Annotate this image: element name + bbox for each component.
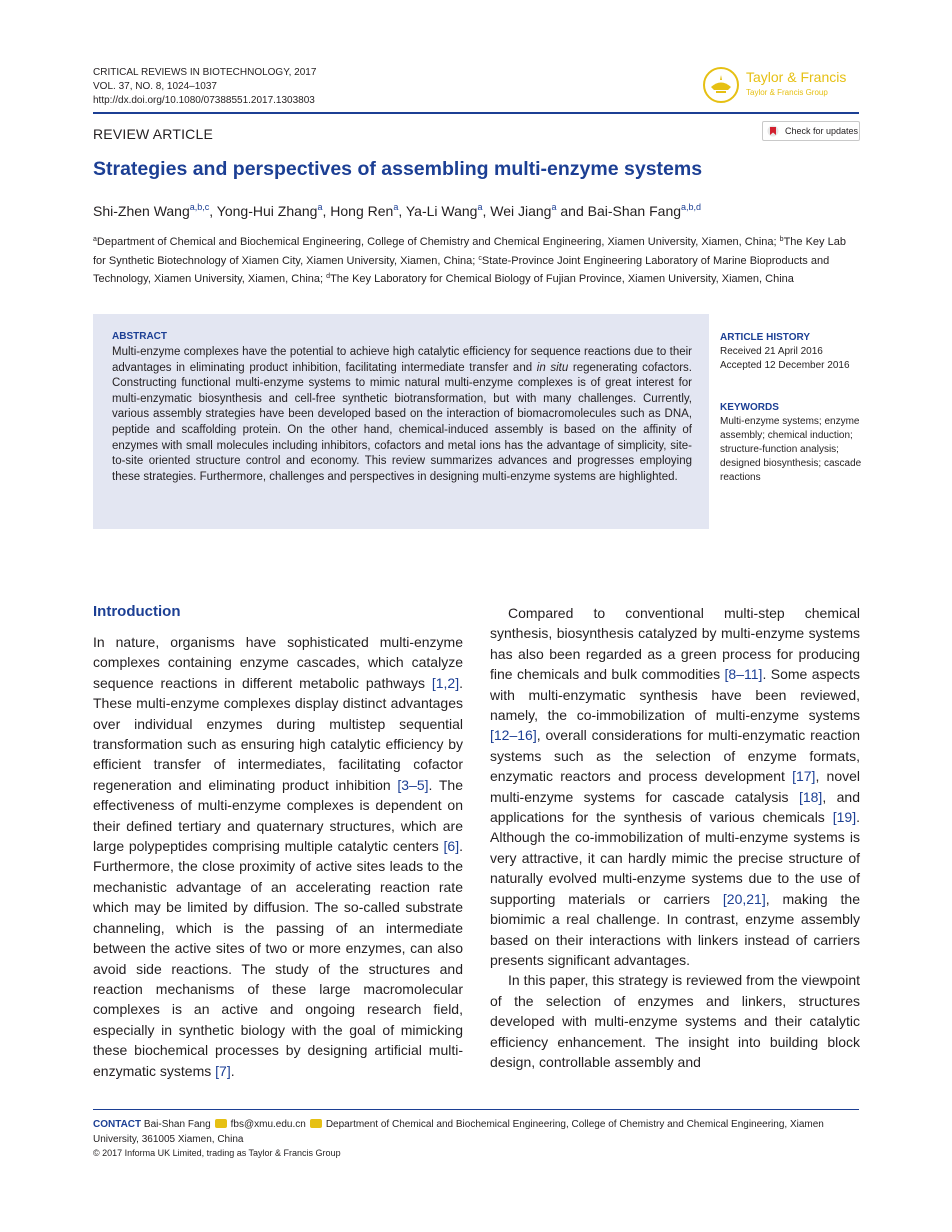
check-updates-button[interactable] xyxy=(762,121,860,141)
paragraph xyxy=(490,970,860,1072)
affil-sup: c xyxy=(478,254,482,262)
author-affil-sup: a,b,c xyxy=(189,202,210,212)
paragraph xyxy=(93,632,463,1081)
check-updates-label: Check for updates xyxy=(785,126,859,136)
paragraph-text: . Furthermore, the close proximity of active sites leads to the mechanistic advantage of an accelerating reaction rate which may be limited by diffusion. The so-called substrate channeling, which is the passing of an intermediate between the active sites of two or more enzymes, can also avoid side reactions. The study of the structures and reaction mechanisms of these large macromolecular complexes is an active and ongoing research field, especially in synthetic biology with the goal of mimicking these biochemical processes by designing artificial multi-enzymatic systems xyxy=(93,838,463,1079)
header-rule xyxy=(93,112,859,114)
abstract-heading: ABSTRACT xyxy=(112,331,167,342)
paragraph-text: Compared to conventional multi-step chemical synthesis, biosynthesis catalyzed by multi-enzyme systems has also been regarded as a green process for producing fine chemicals and bulk commodities xyxy=(490,605,860,683)
intro-left-column xyxy=(93,632,463,1081)
keywords-heading: KEYWORDS xyxy=(720,402,779,413)
journal-volume: VOL. 37, NO. 8, 1024–1037 xyxy=(93,81,217,92)
citation-link[interactable]: [7] xyxy=(215,1062,231,1079)
abstract-text xyxy=(112,345,692,485)
contact-block xyxy=(93,1117,859,1147)
affil-text: State-Province Joint Engineering Laboratory of Marine Bioproducts and Technology, Xiamen University, Xiamen, China; xyxy=(93,254,830,285)
author-name[interactable]: Hong Ren xyxy=(330,203,394,219)
abstract-part: Multi-enzyme complexes have the potential to achieve high catalytic efficiency for sequence reactions due to their advantages in eliminating product inhibition, facilitating intermediate transfer and xyxy=(112,346,692,374)
contact-address: Department of Chemical and Biochemical Engineering, College of Chemistry and Chemical Engineering, Xiamen University, 361005 Xiamen, China xyxy=(93,1119,824,1145)
affil-sup: d xyxy=(326,273,331,280)
article-history-heading: ARTICLE HISTORY xyxy=(720,332,811,343)
publisher-logo[interactable] xyxy=(702,66,862,106)
affil-sup: b xyxy=(779,236,784,243)
affil-sup: a xyxy=(93,236,97,243)
abstract-italic: in situ xyxy=(536,361,569,374)
citation-link[interactable]: [1,2] xyxy=(431,674,460,691)
footer-rule xyxy=(93,1109,859,1110)
author-name[interactable]: Ya-Li Wang xyxy=(405,203,478,219)
journal-info xyxy=(93,66,316,108)
contact-name: Bai-Shan Fang xyxy=(143,1119,211,1130)
paragraph-text: , novel multi-enzyme systems for cascade catalysis xyxy=(490,768,861,805)
author-affil-sup: a xyxy=(477,202,483,212)
abstract-part: regenerating cofactors. Constructing functional multi-enzyme systems to mimic natural multi-enzyme complexes is of great interest for multi-enzymatic biosynthesis and cell-free synthetic biotransformation, but with many challenges. Currently, various assembly strategies have been developed based on the interaction of biomacromolecules such as DNA, peptide and scaffolding protein. On the other hand, chemical-induced assembly is based on the affinity of enzymes with small molecules including inhibitors, cofactors and metal ions has the advantage of simplicity, site-to-site oriented structure control and economy. This review summarizes advances and progresses employing these strategies. Furthermore, challenges and perspectives in designing multi-enzyme systems are highlighted. xyxy=(112,361,692,483)
author-affil-sup: a,b,d xyxy=(681,202,702,212)
affil-text: Department of Chemical and Biochemical Engineering, College of Chemistry and Chemical Engineering, Xiamen University, Xiamen, China; xyxy=(96,236,780,248)
intro-right-column xyxy=(490,603,860,1072)
contact-email[interactable]: fbs@xmu.edu.cn xyxy=(230,1119,306,1130)
citation-link[interactable]: [20,21] xyxy=(722,890,766,907)
author-name[interactable]: Shi-Zhen Wang xyxy=(93,203,190,219)
keywords-text: Multi-enzyme systems; enzyme assembly; chemical induction; structure-function analysis; designed biosynthesis; cascade reactions xyxy=(720,416,862,483)
author-sep: , xyxy=(482,203,491,219)
affil-text: The Key Laboratory for Chemical Biology of Fujian Province, Xiamen University, Xiamen, China xyxy=(330,273,794,285)
paragraph-text: . Although the co-immobilization of multi-enzyme systems is very attractive, it can hardly mimic the precise structure of naturally evolved multi-enzyme systems due to the use of supporting materials or carriers xyxy=(490,809,860,907)
author-affil-sup: a xyxy=(317,202,323,212)
author-sep: , xyxy=(209,203,217,219)
citation-link[interactable]: [18] xyxy=(798,788,823,805)
accepted-date: Accepted 12 December 2016 xyxy=(720,360,850,371)
citation-link[interactable]: [6] xyxy=(443,838,460,855)
author-list xyxy=(93,202,701,219)
paragraph-text: . These multi-enzyme complexes display distinct advantages over individual enzymes during multistep sequential transformation such as ensuring high catalytic efficiency by efficient transfer of intermediates, facilitating cofactor regeneration and eliminating product inhibition xyxy=(93,674,463,793)
keywords xyxy=(720,401,865,485)
article-title: Strategies and perspectives of assembling multi-enzyme systems xyxy=(93,158,703,180)
publisher-name: Taylor & Francis xyxy=(746,69,847,85)
contact-label: CONTACT xyxy=(93,1119,142,1130)
citation-link[interactable]: [8–11] xyxy=(724,666,763,683)
paragraph-text: , and applications for the synthesis of various chemicals xyxy=(490,788,860,826)
author-sep: , xyxy=(398,203,406,219)
citation-link[interactable]: [19] xyxy=(832,809,857,826)
author-affil-sup: a xyxy=(551,202,557,212)
paragraph-text: In nature, organisms have sophisticated multi-enzyme complexes containing enzyme cascades, which catalyze sequence reactions in different metabolic pathways xyxy=(93,634,463,691)
paragraph-text: , making the biomimic a real challenge. In contrast, enzyme assembly based on their interactions with linkers instead of carriers presents significant advantages. xyxy=(490,890,860,968)
email-icon xyxy=(215,1119,227,1128)
paragraph-text: . The effectiveness of multi-enzyme complexes is dependent on their defined tertiary and quaternary structures, which are large polypeptides comprising multiple catalytic centers xyxy=(93,776,463,855)
paragraph-text: . xyxy=(230,1062,235,1079)
received-date: Received 21 April 2016 xyxy=(720,346,823,357)
crossmark-icon xyxy=(767,125,779,137)
author-name[interactable]: Wei Jiang xyxy=(490,203,552,219)
publisher-sub: Taylor & Francis Group xyxy=(746,88,828,97)
section-heading: Introduction xyxy=(93,603,181,620)
author-name[interactable]: Bai-Shan Fang xyxy=(587,203,682,219)
affiliations xyxy=(93,232,859,288)
abstract-box xyxy=(93,314,709,529)
citation-link[interactable]: [3–5] xyxy=(397,776,429,793)
affil-text: The Key Lab for Synthetic Biotechnology of Xiamen City, Xiamen University, Xiamen, China; xyxy=(93,236,846,267)
citation-link[interactable]: [17] xyxy=(792,768,816,785)
author-sep: and xyxy=(556,203,588,219)
address-icon xyxy=(310,1119,322,1128)
taylor-francis-lamp-icon xyxy=(702,66,740,104)
article-type: REVIEW ARTICLE xyxy=(93,126,214,142)
paragraph xyxy=(490,603,860,970)
paragraph-text: , overall considerations for multi-enzymatic reaction systems such as the selection of enzyme formats, enzymatic reactors and process development xyxy=(490,727,860,785)
journal-name: CRITICAL REVIEWS IN BIOTECHNOLOGY, 2017 xyxy=(93,67,317,78)
journal-doi[interactable]: http://dx.doi.org/10.1080/07388551.2017.1303803 xyxy=(93,95,315,106)
article-history xyxy=(720,331,865,373)
author-sep: , xyxy=(322,203,331,219)
copyright: © 2017 Informa UK Limited, trading as Taylor & Francis Group xyxy=(93,1148,341,1158)
author-affil-sup: a xyxy=(393,202,399,212)
citation-link[interactable]: [12–16] xyxy=(490,727,537,744)
author-name[interactable]: Yong-Hui Zhang xyxy=(216,203,318,219)
paragraph-text: In this paper, this strategy is reviewed from the viewpoint of the selection of enzymes and linkers, structures developed with multi-enzyme systems and their catalytic efficiency enhancement. The insight into building block design, controllable assembly and xyxy=(490,972,860,1070)
paragraph-text: . Some aspects with multi-enzymatic synthesis have been reviewed, namely, the co-immobilization of multi-enzyme systems xyxy=(490,666,860,724)
